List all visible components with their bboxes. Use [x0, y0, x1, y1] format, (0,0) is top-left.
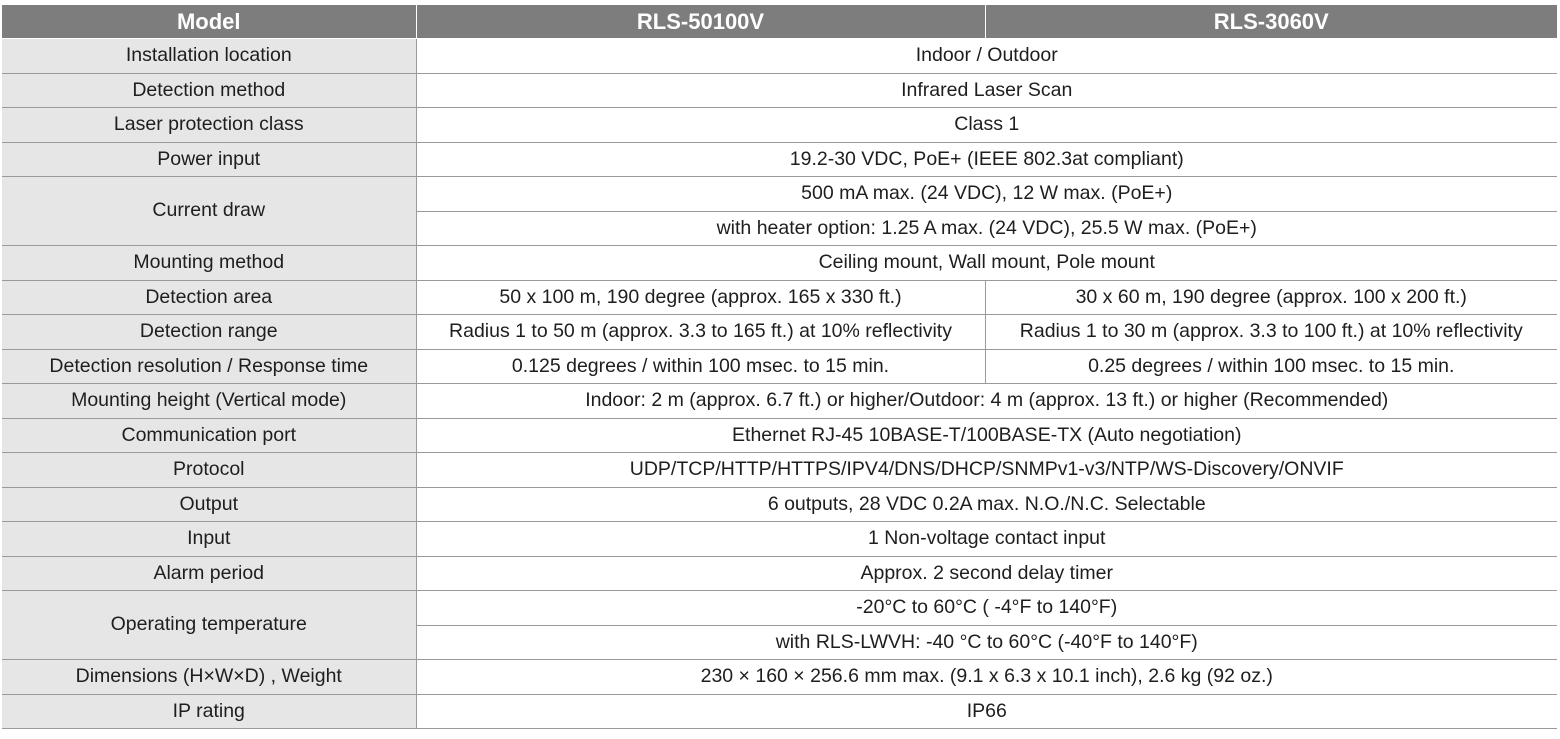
table-row: [2, 487, 1557, 522]
row-label: Current draw: [2, 177, 416, 246]
row-label: Detection resolution / Response time: [2, 349, 416, 384]
row-value-rls-50100v: 50 x 100 m, 190 degree (approx. 165 x 330 ft.): [416, 280, 985, 315]
table-row: [2, 142, 1557, 177]
table-row: [2, 418, 1557, 453]
table-row: [2, 177, 1557, 212]
row-label: Alarm period: [2, 556, 416, 591]
table-row: [2, 280, 1557, 315]
row-value: Infrared Laser Scan: [416, 73, 1557, 108]
row-value: IP66: [416, 694, 1557, 729]
row-value: Approx. 2 second delay timer: [416, 556, 1557, 591]
row-value-rls-50100v: Radius 1 to 50 m (approx. 3.3 to 165 ft.) at 10% reflectivity: [416, 315, 985, 350]
row-label: Laser protection class: [2, 108, 416, 143]
table-row: [2, 315, 1557, 350]
row-label: Input: [2, 522, 416, 557]
row-value: 19.2-30 VDC, PoE+ (IEEE 802.3at compliant): [416, 142, 1557, 177]
row-label: Communication port: [2, 418, 416, 453]
table-row: [2, 73, 1557, 108]
table-row: [2, 556, 1557, 591]
row-value: 6 outputs, 28 VDC 0.2A max. N.O./N.C. Selectable: [416, 487, 1557, 522]
row-value: -20°C to 60°C ( -4°F to 140°F): [416, 591, 1557, 626]
table-row: [2, 349, 1557, 384]
row-label: Detection area: [2, 280, 416, 315]
row-label: Mounting height (Vertical mode): [2, 384, 416, 419]
model-rls-3060v-header: RLS-3060V: [985, 5, 1557, 39]
row-label: IP rating: [2, 694, 416, 729]
row-label: Detection range: [2, 315, 416, 350]
row-label: Output: [2, 487, 416, 522]
row-label: Mounting method: [2, 246, 416, 281]
row-value: with heater option: 1.25 A max. (24 VDC), 25.5 W max. (PoE+): [416, 211, 1557, 246]
row-value-rls-3060v: 30 x 60 m, 190 degree (approx. 100 x 200 ft.): [985, 280, 1557, 315]
row-value: 1 Non-voltage contact input: [416, 522, 1557, 557]
row-label: Detection method: [2, 73, 416, 108]
table-row: [2, 384, 1557, 419]
row-value: UDP/TCP/HTTP/HTTPS/IPV4/DNS/DHCP/SNMPv1-v3/NTP/WS-Discovery/ONVIF: [416, 453, 1557, 488]
row-label: Protocol: [2, 453, 416, 488]
row-value: Ethernet RJ-45 10BASE-T/100BASE-TX (Auto negotiation): [416, 418, 1557, 453]
row-value-rls-3060v: 0.25 degrees / within 100 msec. to 15 min.: [985, 349, 1557, 384]
row-value: Class 1: [416, 108, 1557, 143]
table-row: [2, 39, 1557, 74]
model-rls-50100v-header: RLS-50100V: [416, 5, 985, 39]
row-label: Dimensions (H×W×D) , Weight: [2, 660, 416, 695]
table-row: [2, 591, 1557, 626]
header-row: [2, 5, 1557, 39]
table-row: [2, 660, 1557, 695]
table-row: [2, 522, 1557, 557]
row-value: with RLS-LWVH: -40 °C to 60°C (-40°F to 140°F): [416, 625, 1557, 660]
table-row: [2, 694, 1557, 729]
row-label: Installation location: [2, 39, 416, 74]
table-row: [2, 453, 1557, 488]
row-value: Indoor: 2 m (approx. 6.7 ft.) or higher/Outdoor: 4 m (approx. 13 ft.) or higher (Recommended): [416, 384, 1557, 419]
table-row: [2, 108, 1557, 143]
row-value: 500 mA max. (24 VDC), 12 W max. (PoE+): [416, 177, 1557, 212]
row-value-rls-50100v: 0.125 degrees / within 100 msec. to 15 min.: [416, 349, 985, 384]
row-value: Indoor / Outdoor: [416, 39, 1557, 74]
spec-table: [2, 5, 1557, 729]
row-label: Power input: [2, 142, 416, 177]
row-value: 230 × 160 × 256.6 mm max. (9.1 x 6.3 x 10.1 inch), 2.6 kg (92 oz.): [416, 660, 1557, 695]
row-label: Operating temperature: [2, 591, 416, 660]
row-value: Ceiling mount, Wall mount, Pole mount: [416, 246, 1557, 281]
model-header: Model: [2, 5, 416, 39]
row-value-rls-3060v: Radius 1 to 30 m (approx. 3.3 to 100 ft.) at 10% reflectivity: [985, 315, 1557, 350]
table-row: [2, 246, 1557, 281]
